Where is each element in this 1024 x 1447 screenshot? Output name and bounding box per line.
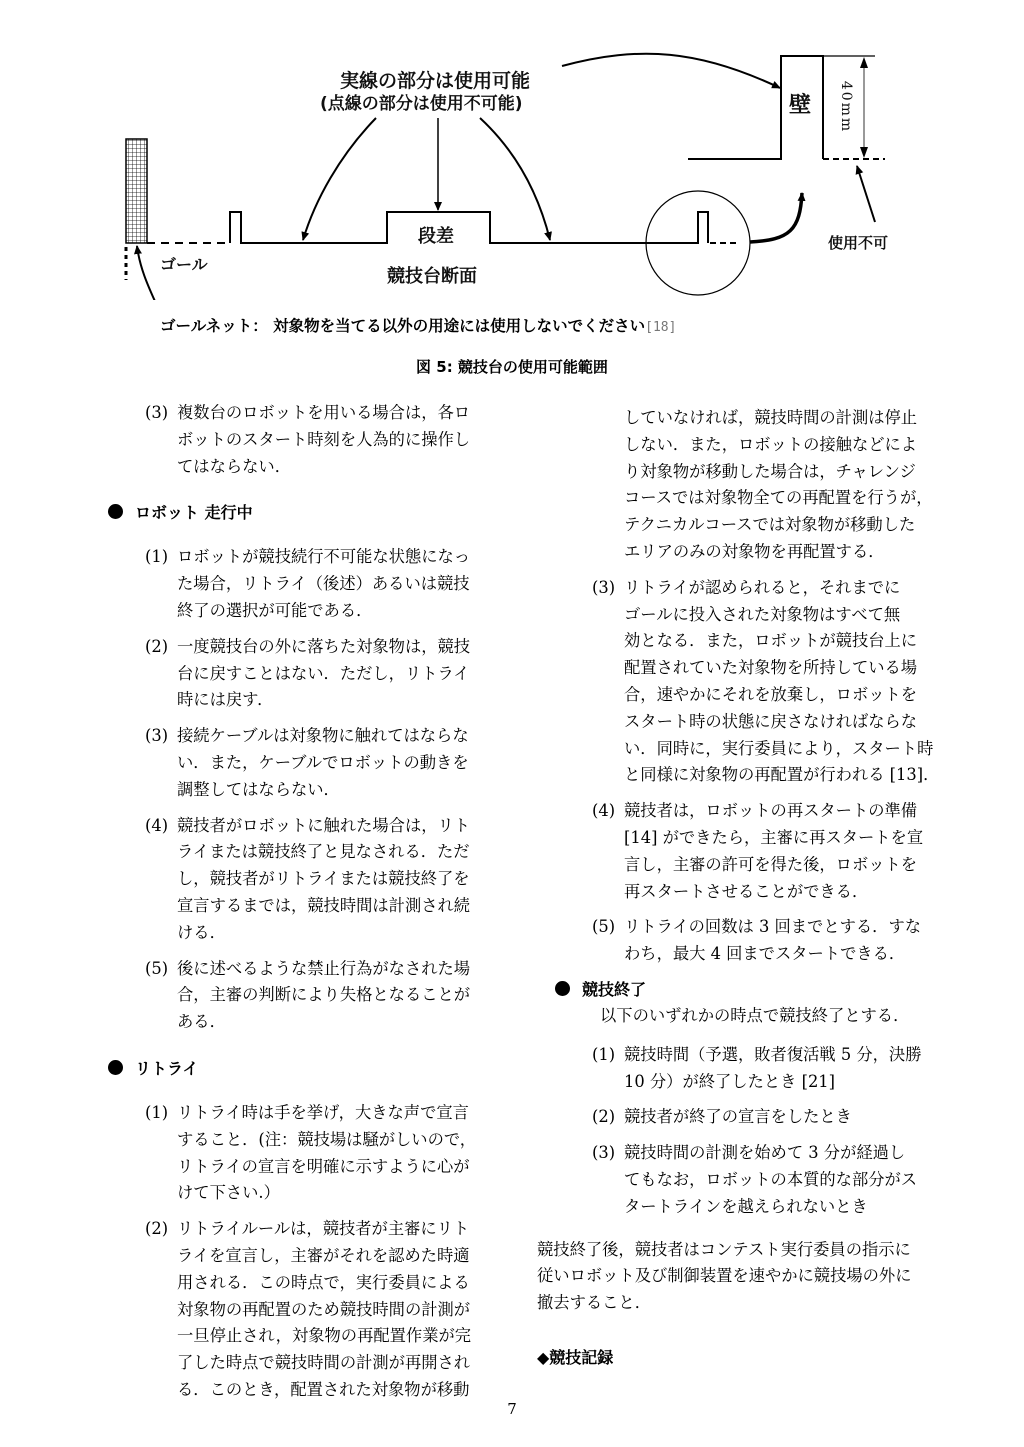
goal-net — [126, 139, 147, 243]
unusable-arrow — [857, 166, 875, 222]
arrow-left-floor — [303, 118, 376, 240]
figure-diagram — [0, 0, 1024, 300]
section-heading-end: 競技終了 — [555, 977, 955, 1003]
list-item: (3) 複数台のロボットを用いる場合は，各ロ ボットのスタート時刻を人為的に操作し てはならない． — [145, 403, 471, 476]
zoom-arrow — [750, 193, 802, 242]
list-item: (5) 後に述べるような禁止行為がなされた場 合，主審の判断により失格となることが ある． — [145, 958, 471, 1032]
after-end-paragraph: 競技終了後，競技者はコンテスト実行委員の指示に 従いロボット及び制御装置を速やかに競技場の外に 撤去すること． — [537, 1239, 912, 1313]
list-item: (3) 接続ケーブルは対象物に触れてはならな い．また，ケーブルでロボットの動きを 調整してはならない． — [145, 726, 469, 799]
goal-net-note-text: ゴールネット： 対象物を当てる以外の用途には使用しないでください — [160, 317, 646, 335]
page-number: 7 — [507, 1400, 517, 1418]
bullet-icon — [555, 981, 570, 996]
arrow-goal-net — [137, 246, 158, 300]
figure-competition-table — [0, 0, 1024, 300]
left-column — [108, 400, 508, 1413]
list-item: (4) 競技者は，ロボットの再スタートの準備 [14] ができたら，主審に再スタートを宣 言し，主審の許可を得た後，ロボットを 再スタートさせることができる． — [592, 801, 924, 901]
bullet-icon — [108, 1060, 123, 1075]
record-heading: ◆競技記録 — [537, 1347, 614, 1367]
section-heading-running: ロボット 走行中 — [108, 500, 508, 526]
list-item: (4) 競技者がロボットに触れた場合は，リト ライまたは競技終了と見なされる．ただ し，競技者がリトライまたは競技終了を 宣言するまでは，競技時間は計測され続 ける． — [145, 815, 471, 942]
right-column — [537, 405, 955, 1368]
list-item: (2) 競技者が終了の宣言をしたとき — [592, 1107, 852, 1127]
label-section: 競技台断面 — [387, 266, 477, 287]
list-item: (3) リトライが認められると，それまでに ゴールに投入された対象物はすべて無 効となる．また，ロボットが競技台上に 配置されていた対象物を所持している場 合，速やかにそれを放棄し，ロボットを スタート時の状態に戻さなければならな い．同時に，実行委員により，スタート時 と同様に対象物の再配置が行われる [13]． — [592, 577, 940, 785]
arrow-wall — [562, 54, 780, 88]
section-end-intro: 以下のいずれかの時点で競技終了とする． — [600, 1005, 910, 1025]
list-item: (1) ロボットが競技続行不可能な状態になっ た場合，リトライ（後述）あるいは競技 終了の選択が可能である． — [145, 547, 471, 620]
section-heading-retry: リトライ — [108, 1056, 508, 1082]
label-wall: 壁 — [789, 93, 812, 118]
label-40mm: 40mm — [838, 80, 855, 134]
list-item: (3) 競技時間の計測を始めて 3 分が経過し てもなお，ロボットの本質的な部分がス タートラインを越えられないとき — [592, 1143, 918, 1216]
list-item: (2) リトライルールは，競技者が主審にリト ライを宣言し，主審がそれを認めた時適 用される．この時点で，実行委員による 対象物の再配置のため競技時間の計測が 一旦停止され，対象物の再配置作業が完 了した時点で競技時間の計測が再開され る．このとき，配置された対象物が移動 — [145, 1219, 472, 1399]
goal-net-note — [160, 314, 676, 336]
label-not-usable: 使用不可 — [828, 234, 889, 252]
label-step: 段差 — [418, 226, 454, 247]
retry-item-2-continuation: していなければ，競技時間の計測は停止 しない．また，ロボットの接触などによ り対象物が移動した場合は，チャレンジ コースでは対象物全ての再配置を行うが， テクニカルコースでは対象物が移動した エリアのみの対象物を再配置する． — [624, 408, 933, 561]
list-item: (1) 競技時間（予選，敗者復活戦 5 分，決勝 10 分）が終了したとき [21] — [592, 1044, 922, 1091]
bullet-icon — [108, 504, 123, 519]
figure-caption: 図 5: 競技台の使用可能範囲 — [416, 358, 608, 376]
list-item: (1) リトライ時は手を挙げ，大きな声で宣言 すること．(注：競技場は騒がしいので， リトライの宣言を明確に示すように心が けて下さい.） — [145, 1102, 477, 1203]
label-goal: ゴール — [160, 255, 208, 274]
label-unusable: (点線の部分は使用不可能) — [320, 94, 523, 114]
list-item: (2) 一度競技台の外に落ちた対象物は，競技 台に戻すことはない．ただし，リトライ 時には戻す． — [145, 636, 471, 710]
list-item: (5) リトライの回数は 3 回までとする．すな わち，最大 4 回までスタートできる． — [592, 917, 922, 964]
goal-net-ref: [18] — [645, 320, 677, 335]
table-profile-line — [230, 212, 708, 243]
label-usable: 実線の部分は使用可能 — [340, 70, 531, 92]
